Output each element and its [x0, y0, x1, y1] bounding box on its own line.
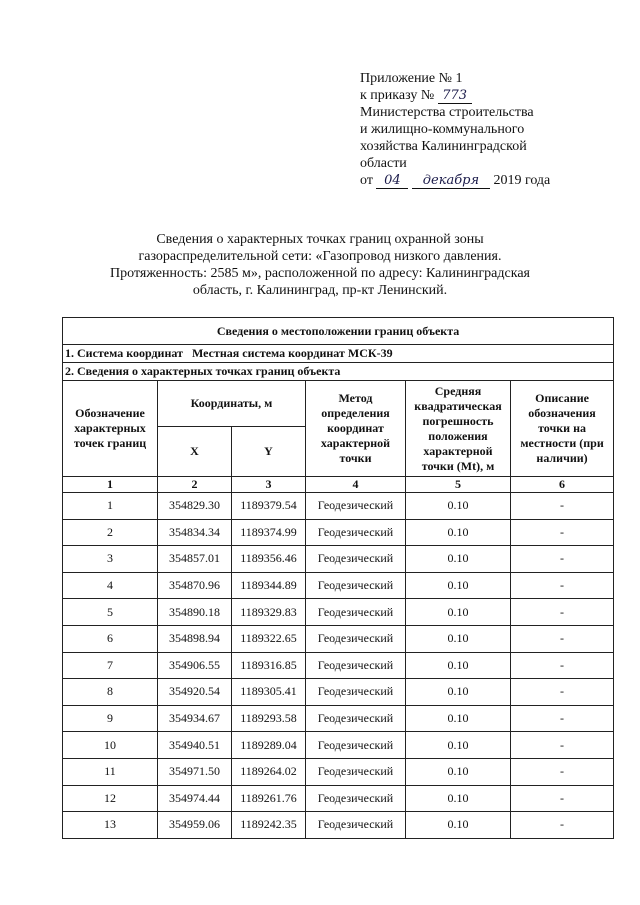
- cell-y: 1189264.02: [232, 758, 306, 785]
- cell-description: -: [511, 785, 614, 812]
- order-number-handwritten: 773: [442, 88, 468, 103]
- cell-description: -: [511, 652, 614, 679]
- order-prefix: к приказу №: [360, 88, 435, 103]
- table-row: [63, 519, 614, 546]
- cell-error: 0.10: [406, 758, 511, 785]
- header-method: Метод определения координат характерной точки: [306, 381, 406, 477]
- cell-y: 1189293.58: [232, 705, 306, 732]
- appendix-block: [360, 70, 620, 189]
- order-number-field: [438, 89, 472, 104]
- cell-point-number: 1: [63, 493, 158, 520]
- cell-description: -: [511, 812, 614, 839]
- ministry-line-3: хозяйства Калининградской: [360, 139, 527, 154]
- cell-error: 0.10: [406, 732, 511, 759]
- cell-method: Геодезический: [306, 732, 406, 759]
- header-error: Средняя квадратическая погрешность положения характерной точки (Mt), м: [406, 381, 511, 477]
- cell-point-number: 4: [63, 572, 158, 599]
- table-title: Сведения о местоположении границ объекта: [63, 318, 614, 345]
- cell-x: 354870.96: [158, 572, 232, 599]
- cell-x: 354974.44: [158, 785, 232, 812]
- cell-point-number: 2: [63, 519, 158, 546]
- cell-method: Геодезический: [306, 758, 406, 785]
- cell-method: Геодезический: [306, 493, 406, 520]
- table-row: [63, 785, 614, 812]
- cell-y: 1189242.35: [232, 812, 306, 839]
- coordinate-system-value: Местная система координат МСК-39: [191, 346, 393, 360]
- cell-description: -: [511, 732, 614, 759]
- appendix-title: Приложение № 1: [360, 71, 463, 86]
- table-row: [63, 493, 614, 520]
- points-section-title: 2. Сведения о характерных точках границ объекта: [63, 363, 614, 381]
- cell-x: 354934.67: [158, 705, 232, 732]
- cell-x: 354959.06: [158, 812, 232, 839]
- cell-method: Геодезический: [306, 812, 406, 839]
- table-row: [63, 679, 614, 706]
- cell-method: Геодезический: [306, 625, 406, 652]
- cell-error: 0.10: [406, 625, 511, 652]
- column-number: 6: [511, 477, 614, 493]
- boundary-points-table: [62, 317, 614, 839]
- cell-method: Геодезический: [306, 679, 406, 706]
- cell-x: 354829.30: [158, 493, 232, 520]
- cell-point-number: 13: [63, 812, 158, 839]
- cell-x: 354890.18: [158, 599, 232, 626]
- cell-method: Геодезический: [306, 785, 406, 812]
- cell-x: 354898.94: [158, 625, 232, 652]
- cell-error: 0.10: [406, 812, 511, 839]
- date-day-field: [376, 174, 408, 189]
- cell-x: 354834.34: [158, 519, 232, 546]
- cell-method: Геодезический: [306, 599, 406, 626]
- cell-method: Геодезический: [306, 546, 406, 573]
- cell-method: Геодезический: [306, 519, 406, 546]
- header-y: Y: [232, 427, 306, 477]
- table-row: [63, 599, 614, 626]
- column-number: 3: [232, 477, 306, 493]
- cell-method: Геодезический: [306, 705, 406, 732]
- cell-y: 1189374.99: [232, 519, 306, 546]
- ministry-line-1: Министерства строительства: [360, 105, 534, 120]
- cell-point-number: 8: [63, 679, 158, 706]
- table-row: [63, 812, 614, 839]
- cell-y: 1189344.89: [232, 572, 306, 599]
- cell-description: -: [511, 519, 614, 546]
- cell-description: -: [511, 679, 614, 706]
- cell-y: 1189322.65: [232, 625, 306, 652]
- header-description: Описание обозначения точки на местности (при наличии): [511, 381, 614, 477]
- cell-error: 0.10: [406, 599, 511, 626]
- date-line: [360, 172, 620, 189]
- table-row: [63, 705, 614, 732]
- cell-point-number: 10: [63, 732, 158, 759]
- cell-point-number: 11: [63, 758, 158, 785]
- cell-error: 0.10: [406, 493, 511, 520]
- column-number: 5: [406, 477, 511, 493]
- cell-description: -: [511, 546, 614, 573]
- cell-y: 1189316.85: [232, 652, 306, 679]
- cell-x: 354920.54: [158, 679, 232, 706]
- column-number: 4: [306, 477, 406, 493]
- cell-method: Геодезический: [306, 652, 406, 679]
- cell-y: 1189329.83: [232, 599, 306, 626]
- header-point-designation: Обозначение характерных точек границ: [63, 381, 158, 477]
- cell-error: 0.10: [406, 679, 511, 706]
- coordinate-system-label: 1. Система координат: [65, 346, 183, 360]
- date-year: 2019 года: [493, 173, 551, 188]
- cell-description: -: [511, 572, 614, 599]
- ministry-line-2: и жилищно-коммунального: [360, 122, 525, 137]
- cell-description: -: [511, 705, 614, 732]
- cell-y: 1189261.76: [232, 785, 306, 812]
- cell-point-number: 9: [63, 705, 158, 732]
- cell-y: 1189379.54: [232, 493, 306, 520]
- cell-description: -: [511, 625, 614, 652]
- column-number: 1: [63, 477, 158, 493]
- cell-y: 1189305.41: [232, 679, 306, 706]
- heading-line-2: газораспределительной сети: «Газопровод низкого давления.: [138, 249, 502, 264]
- cell-point-number: 12: [63, 785, 158, 812]
- cell-description: -: [511, 758, 614, 785]
- cell-error: 0.10: [406, 785, 511, 812]
- table-body: [63, 493, 614, 839]
- cell-x: 354971.50: [158, 758, 232, 785]
- heading-line-1: Сведения о характерных точках границ охранной зоны: [156, 232, 484, 247]
- cell-error: 0.10: [406, 519, 511, 546]
- heading-line-4: область, г. Калининград, пр-кт Ленинский.: [192, 283, 448, 298]
- cell-description: -: [511, 599, 614, 626]
- ministry-line-4: области: [360, 156, 407, 171]
- heading-line-3: Протяженность: 2585 м», расположенной по адресу: Калининградская: [110, 266, 530, 281]
- cell-point-number: 3: [63, 546, 158, 573]
- header-coordinates: Координаты, м: [158, 381, 306, 427]
- date-month-handwritten: декабря: [422, 173, 480, 188]
- cell-point-number: 7: [63, 652, 158, 679]
- cell-y: 1189356.46: [232, 546, 306, 573]
- cell-error: 0.10: [406, 652, 511, 679]
- cell-y: 1189289.04: [232, 732, 306, 759]
- order-line: [360, 87, 620, 104]
- table-row: [63, 758, 614, 785]
- cell-method: Геодезический: [306, 572, 406, 599]
- document-heading: [90, 231, 550, 299]
- coordinate-system-row: [63, 345, 614, 363]
- table-row: [63, 572, 614, 599]
- cell-x: 354857.01: [158, 546, 232, 573]
- date-day-handwritten: 04: [384, 173, 401, 188]
- cell-description: -: [511, 493, 614, 520]
- cell-x: 354906.55: [158, 652, 232, 679]
- cell-point-number: 6: [63, 625, 158, 652]
- table-row: [63, 546, 614, 573]
- cell-error: 0.10: [406, 546, 511, 573]
- column-number: 2: [158, 477, 232, 493]
- cell-point-number: 5: [63, 599, 158, 626]
- table-row: [63, 732, 614, 759]
- table-row: [63, 652, 614, 679]
- table-row: [63, 625, 614, 652]
- date-month-field: [412, 174, 490, 189]
- cell-error: 0.10: [406, 705, 511, 732]
- cell-error: 0.10: [406, 572, 511, 599]
- date-prefix: от: [360, 173, 373, 188]
- cell-x: 354940.51: [158, 732, 232, 759]
- header-x: X: [158, 427, 232, 477]
